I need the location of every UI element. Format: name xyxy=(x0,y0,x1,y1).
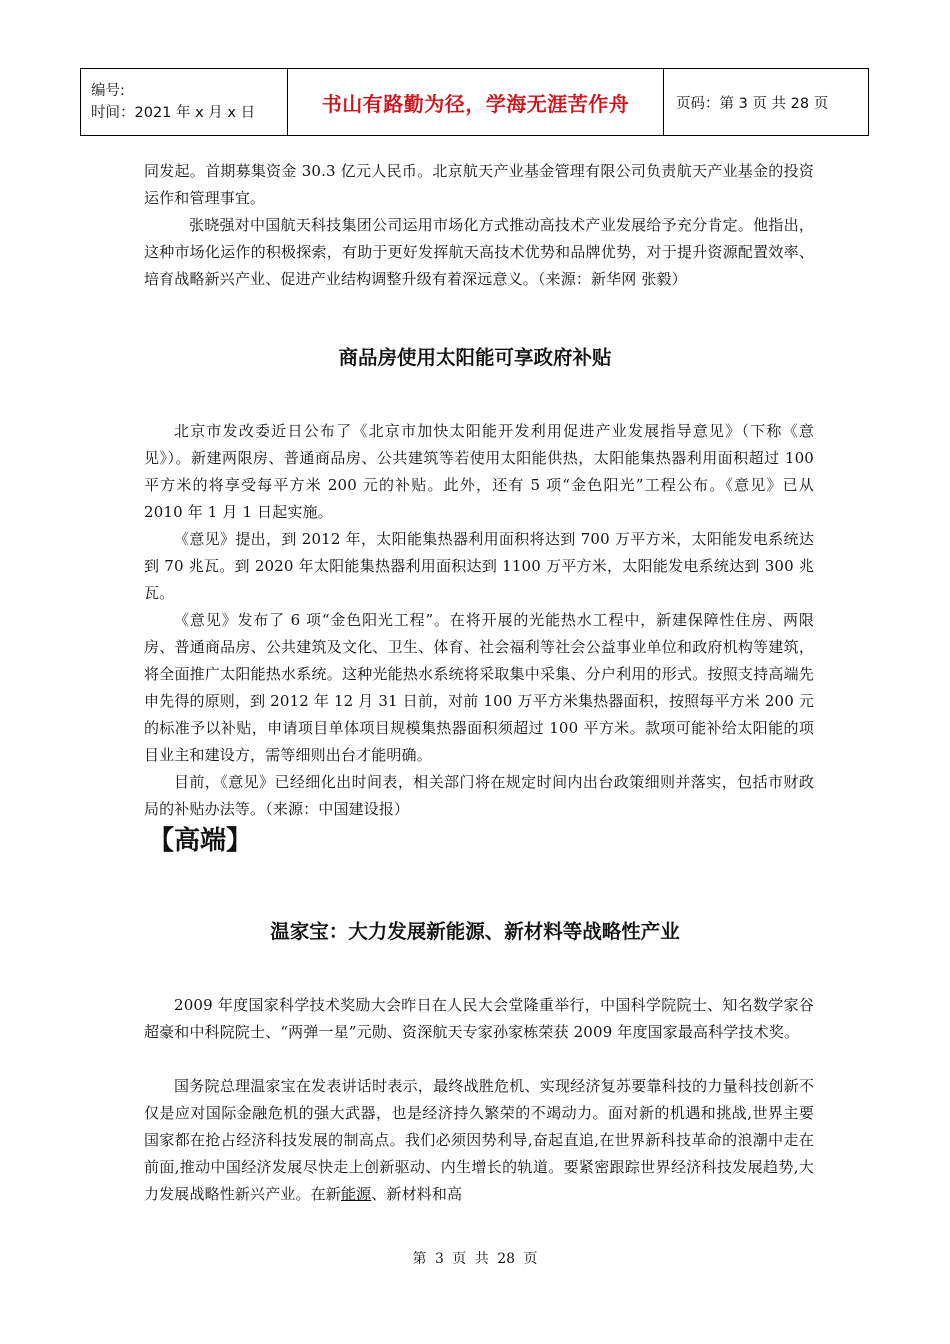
intro-paragraph-2: 张晓强对中国航天科技集团公司运用市场化方式推动高技术产业发展给予充分肯定。他指出，这种市场化运作的积极探索，有助于更好发挥航天高技术优势和品牌优势，对于提升资源配置效率、培育战略新兴产业、促进产业结构调整升级有着深远意义。（来源：新华网 张毅） xyxy=(144,216,814,288)
page-header xyxy=(80,68,869,136)
document-date: 时间：2021 年 x 月 x 日 xyxy=(91,105,256,121)
article1-paragraph-2: 《意见》提出，到 2012 年，太阳能集热器利用面积将达到 700 万平方米，太阳能发电系统达到 70 兆瓦。到 2020 年太阳能集热器利用面积达到 1100 万平方米，太阳能发电系统达到 300 兆瓦。 xyxy=(144,530,814,602)
article1-paragraph-1: 北京市发改委近日公布了《北京市加快太阳能开发利用促进产业发展指导意见》（下称《意见》）。新建两限房、普通商品房、公共建筑等若使用太阳能供热，太阳能集热器利用面积超过 100 平方米的将享受每平方米 200 元的补贴。此外，还有 5 项“金色阳光”工程公布。《意见》已从 2010 年 1 月 1 日起实施。 xyxy=(144,422,814,521)
article2-paragraph-2 xyxy=(144,1073,814,1208)
header-motto: 书山有路勤为径，学海无涯苦作舟 xyxy=(288,69,664,136)
article-title-solar-subsidy: 商品房使用太阳能可享政府补贴 xyxy=(338,346,612,369)
energy-link[interactable]: 能源 xyxy=(340,1185,372,1203)
article1-paragraph-4: 目前，《意见》已经细化出时间表，相关部门将在规定时间内出台政策细则并落实，包括市财政局的补贴办法等。（来源：中国建设报） xyxy=(144,773,814,818)
article-title-strategic-industries: 温家宝：大力发展新能源、新材料等战略性产业 xyxy=(270,920,680,943)
article2-paragraph-2-tail: 、新材料和高 xyxy=(371,1185,463,1203)
section-heading-high-end: 【高端】 xyxy=(148,826,253,856)
page-footer: 第 3 页 共 28 页 xyxy=(412,1251,538,1267)
article1-paragraph-3: 《意见》发布了 6 项“金色阳光工程”。在将开展的光能热水工程中，新建保障性住房、两限房、普通商品房、公共建筑及文化、卫生、体育、社会福利等社会公益事业单位和政府机构等建筑，将全面推广太阳能热水系统。这种光能热水系统将采取集中采集、分户利用的形式。按照支持高端先申先得的原则，到 2012 年 12 月 31 日前，对前 100 万平方米集热器面积，按照每平方米 200 元的标准予以补贴，申请项目单体项目规模集热器面积须超过 100 平方米。款项可能补给太阳能的项目业主和建设方，需等细则出台才能明确。 xyxy=(144,611,814,764)
article2-paragraph-2-text: 国务院总理温家宝在发表讲话时表示，最终战胜危机、实现经济复苏要靠科技的力量科技创新不仅是应对国际金融危机的强大武器，也是经济持久繁荣的不竭动力。面对新的机遇和挑战,世界主要国家都在抢占经济科技发展的制高点。我们必须因势利导,奋起直追,在世界新科技革命的浪潮中走在前面,推动中国经济发展尽快走上创新驱动、内生增长的轨道。要紧密跟踪世界经济科技发展趋势,大力发展战略性新兴产业。在新 xyxy=(144,1077,814,1203)
document-number-label: 编号: xyxy=(91,83,125,99)
intro-paragraph-1: 同发起。首期募集资金 30.3 亿元人民币。北京航天产业基金管理有限公司负责航天产业基金的投资运作和管理事宜。 xyxy=(144,162,814,207)
article2-paragraph-1: 2009 年度国家科学技术奖励大会昨日在人民大会堂隆重举行，中国科学院院士、知名数学家谷超豪和中科院院士、“两弹一星”元勋、资深航天专家孙家栋荣获 2009 年度国家最高科学技术奖。 xyxy=(144,996,814,1041)
header-meta xyxy=(81,69,288,136)
header-page-info: 页码：第 3 页 共 28 页 xyxy=(664,69,869,136)
